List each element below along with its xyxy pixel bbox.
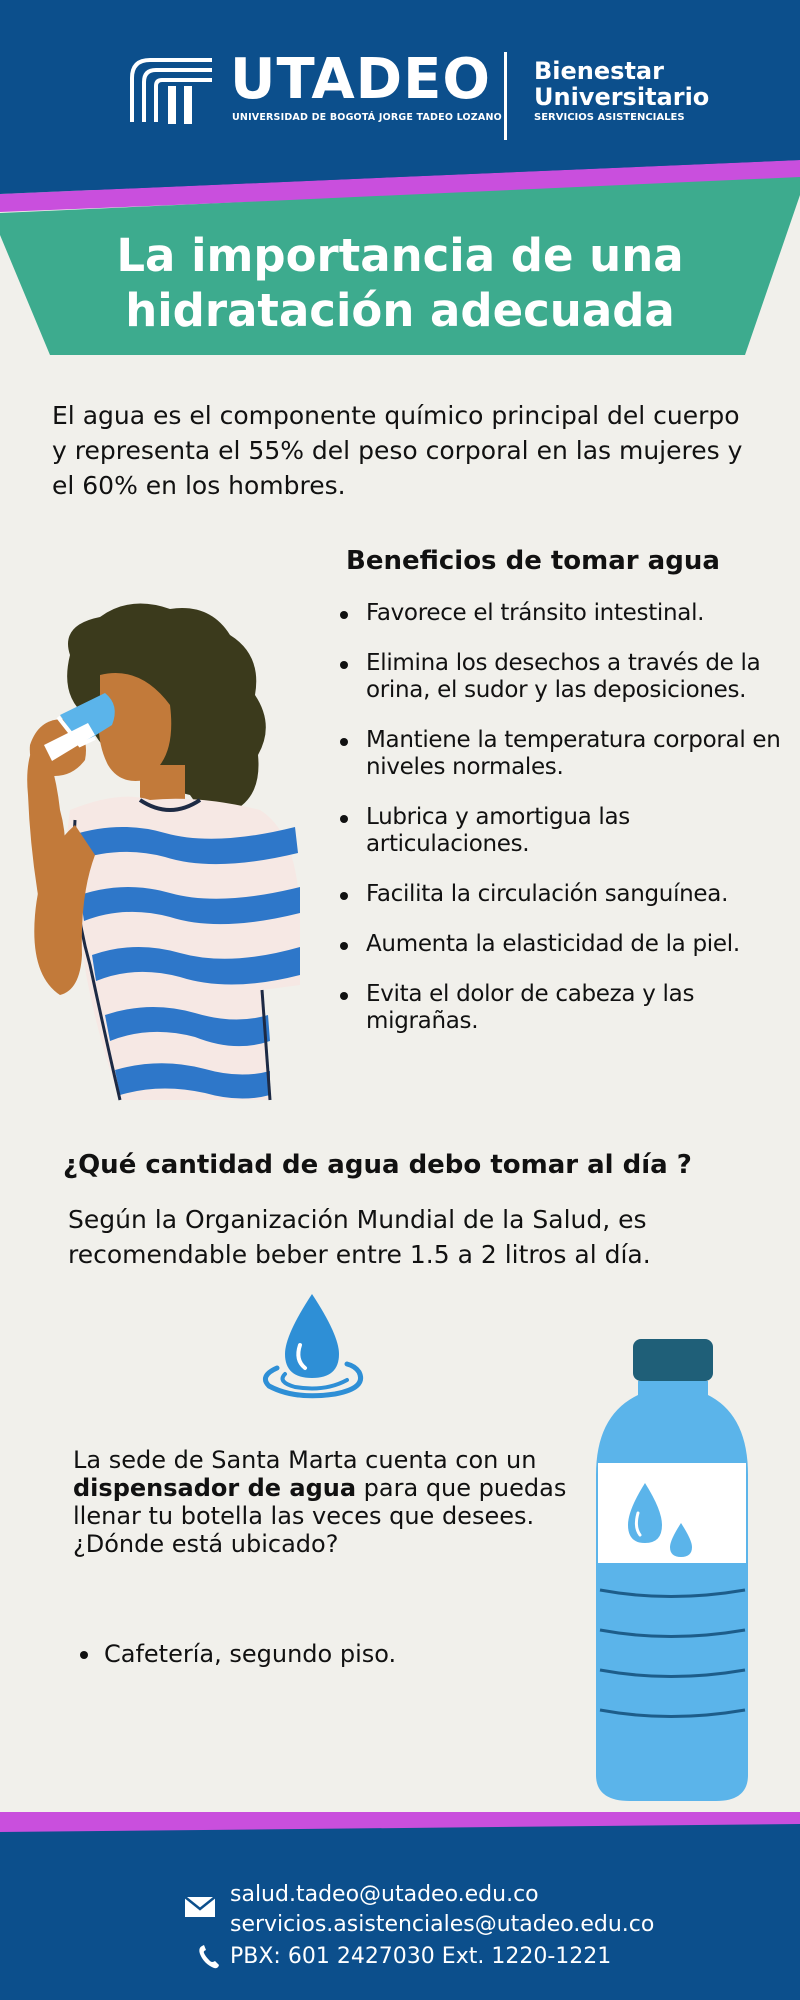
benefits-list: [336, 600, 791, 1058]
unit-name-line1: Bienestar: [534, 57, 664, 85]
water-drop-icon: [255, 1290, 370, 1400]
benefits-title: Beneficios de tomar agua: [346, 546, 720, 576]
header-divider: [504, 52, 507, 140]
benefit-item: Evita el dolor de cabeza y las migrañas.: [336, 981, 791, 1035]
dispenser-info: [73, 1446, 593, 1558]
page-title-line2: hidratación adecuada: [125, 284, 675, 337]
mail-icon: [184, 1896, 216, 1918]
intro-paragraph: El agua es el componente químico principal del cuerpo y representa el 55% del peso corporal en las mujeres y el 60% en los hombres.: [52, 401, 743, 500]
brand-name: UTADEO: [230, 47, 492, 112]
page-title: [60, 228, 740, 338]
benefit-item: Mantiene la temperatura corporal en niveles normales.: [336, 727, 791, 781]
dispenser-question: ¿Dónde está ubicado?: [73, 1530, 339, 1558]
utadeo-logo-icon: [128, 52, 216, 124]
dispenser-highlight: dispensador de agua: [73, 1474, 357, 1502]
benefit-item: Facilita la circulación sanguínea.: [336, 881, 791, 908]
unit-name-line2: Universitario: [534, 83, 710, 111]
woman-drinking-water-illustration: [0, 595, 310, 1105]
email-secondary[interactable]: servicios.asistenciales@utadeo.edu.co: [230, 1912, 655, 1937]
benefit-item: Favorece el tránsito intestinal.: [336, 600, 791, 627]
dispenser-text-before: La sede de Santa Marta cuenta con un: [73, 1446, 537, 1474]
quantity-question: ¿Qué cantidad de agua debo tomar al día ?: [63, 1150, 692, 1180]
dispenser-text-after: para que puedas llenar tu botella las veces que desees.: [73, 1474, 567, 1530]
benefit-item: Elimina los desechos a través de la orina, el sudor y las deposiciones.: [336, 650, 791, 704]
brand-subtitle: UNIVERSIDAD DE BOGOTÁ JORGE TADEO LOZANO: [232, 112, 502, 123]
location-list: [80, 1640, 396, 1668]
quantity-answer: Según la Organización Mundial de la Salud, es recomendable beber entre 1.5 a 2 litros al día.: [68, 1205, 651, 1269]
email-primary[interactable]: salud.tadeo@utadeo.edu.co: [230, 1882, 539, 1907]
unit-subtitle: SERVICIOS ASISTENCIALES: [534, 112, 685, 123]
phone-icon: [198, 1944, 220, 1970]
water-bottle-illustration: [590, 1335, 755, 1805]
benefit-item: Aumenta la elasticidad de la piel.: [336, 931, 791, 958]
page-title-line1: La importancia de una: [116, 229, 684, 282]
unit-name: [534, 58, 709, 110]
phone-number[interactable]: PBX: 601 2427030 Ext. 1220-1221: [230, 1944, 612, 1969]
location-item: Cafetería, segundo piso.: [80, 1640, 396, 1668]
benefit-item: Lubrica y amortigua las articulaciones.: [336, 804, 791, 858]
